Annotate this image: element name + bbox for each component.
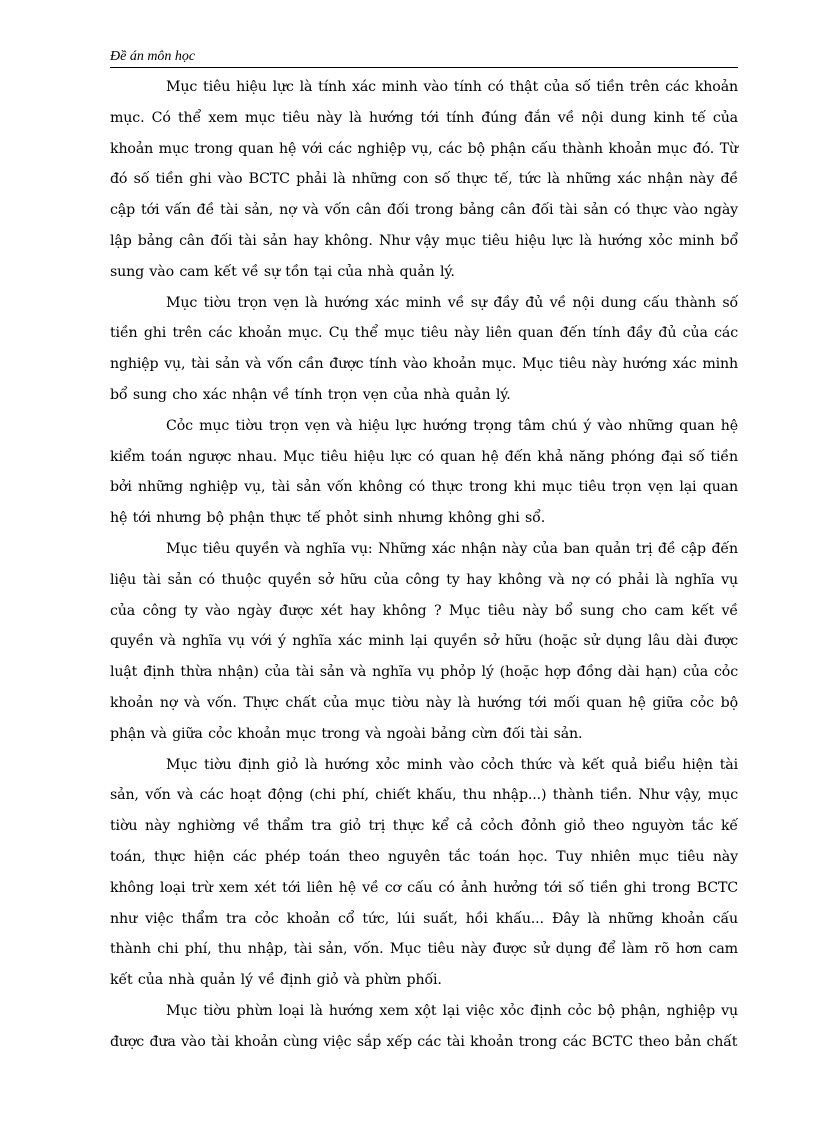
paragraph-completeness-vs-validity: Cỏc mục tiờu trọn vẹn và hiệu lực hướng trọng tâm chú ý vào những quan hệ kiểm toán ngược nhau. Mục tiêu hiệu lực có quan hệ đến khả năng phóng đại số tiền bởi những nghiệp vụ, tài sản vốn không có thực trong khi mục tiêu trọn vẹn lại quan hệ tới nhưng bộ phận thực tế phỏt sinh nhưng không ghi sổ. <box>110 417 738 527</box>
page-header <box>110 47 738 68</box>
paragraph-valuation-objective: Mục tiờu định giỏ là hướng xỏc minh vào cỏch thức và kết quả biểu hiện tài sản, vốn và các hoạt động (chi phí, chiết khấu, thu nhập...) thành tiền. Như vậy, mục tiờu này nghiờng về thẩm tra giỏ trị thực kể cả cỏch đỏnh giỏ theo nguyờn tắc kế toán, thực hiện các phép toán theo nguyên tắc toán học. Tuy nhiên mục tiêu này không loại trừ xem xét tới liên hệ về cơ cấu có ảnh hưởng tới số tiền ghi trong BCTC như việc thẩm tra cỏc khoản cổ tức, lúi suất, hồi khấu... Đây là những khoản cấu thành chi phí, thu nhập, tài sản, vốn. Mục tiêu này được sử dụng để làm rõ hơn cam kết của nhà quản lý về định giỏ và phừn phối. <box>110 756 738 989</box>
paragraph-rights-obligations-objective: Mục tiêu quyền và nghĩa vụ: Những xác nhận này của ban quản trị đề cập đến liệu tài sản có thuộc quyền sở hữu của công ty hay không và nợ có phải là nghĩa vụ của công ty vào ngày được xét hay không ? Mục tiêu này bổ sung cho cam kết về quyền và nghĩa vụ với ý nghĩa xác minh lại quyền sở hữu (hoặc sử dụng lâu dài được luật định thừa nhận) của tài sản và nghĩa vụ phỏp lý (hoặc hợp đồng dài hạn) của cỏc khoản nợ và vốn. Thực chất của mục tiờu này là hướng tới mối quan hệ giữa cỏc bộ phận và giữa cỏc khoản mục trong và ngoài bảng cừn đối tài sản. <box>110 540 738 742</box>
paragraph-validity-objective: Mục tiêu hiệu lực là tính xác minh vào tính có thật của số tiền trên các khoản mục. Có thể xem mục tiêu này là hướng tới tính đúng đắn về nội dung kinh tế của khoản mục trong quan hệ với các nghiệp vụ, các bộ phận cấu thành khoản mục đó. Từ đó số tiền ghi vào BCTC phải là những con số thực tế, tức là những xác nhận này đề cập tới vấn đề tài sản, nợ và vốn cân đối trong bảng cân đối tài sản có thực vào ngày lập bảng cân đối tài sản hay không. Như vậy mục tiêu hiệu lực là hướng xỏc minh bổ sung vào cam kết về sự tồn tại của nhà quản lý. <box>110 79 738 280</box>
paragraph-classification-objective: Mục tiờu phừn loại là hướng xem xột lại việc xỏc định cỏc bộ phận, nghiệp vụ được đưa vào tài khoản cùng việc sắp xếp các tài khoản trong các BCTC theo bản chất <box>110 1002 738 1050</box>
header-title: Đề án môn học <box>110 49 196 64</box>
document-body <box>110 72 738 1058</box>
paragraph-completeness-objective: Mục tiờu trọn vẹn là hướng xác minh về sự đầy đủ về nội dung cấu thành số tiền ghi trên các khoản mục. Cụ thể mục tiêu này liên quan đến tính đầy đủ của các nghiệp vụ, tài sản và vốn cần được tính vào khoản mục. Mục tiêu này hướng xác minh bổ sung cho xác nhận về tính trọn vẹn của nhà quản lý. <box>110 294 738 403</box>
